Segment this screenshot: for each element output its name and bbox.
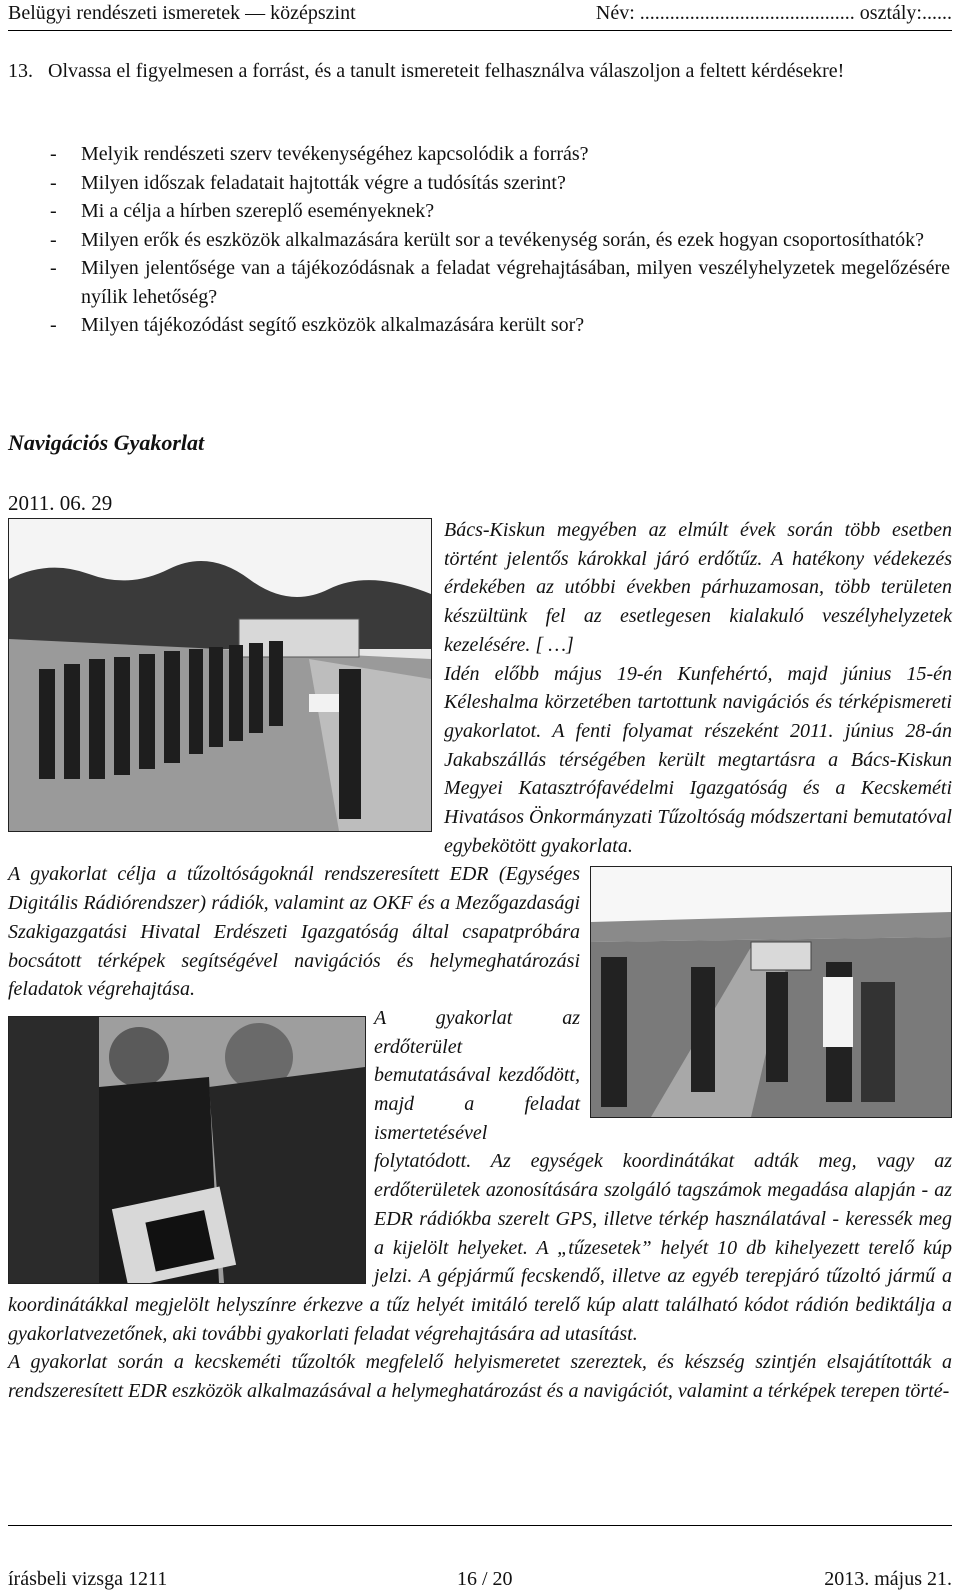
question-item: - Milyen időszak feladatait hajtották végre a tudósítás szerint?	[50, 169, 950, 198]
task-text: Olvassa el figyelmesen a forrást, és a tanult ismereteit felhasználva válaszoljon a feltett kérdésekre!	[48, 60, 845, 82]
article-paragraph-4: A gyakorlat az erdőterület bemutatásával kezdődött, majd a feladat ismertetésével folytatódott. Az egységek koordinátákat adták meg, vagy az erdőterületek azonosítására szolgáló tagszámok megadása alapján - az EDR rádiókba szerelt GPS, illetve térkép használatával - keressék meg a kijelölt helyeket. A „tűzesetek” helyét 10 db kihelyezett terelő kúp jelzi. A gépjármű fecskendő, illetve az egyéb terepjáró tűzoltó jármű a koordinátákkal megjelölt helyszínre érkezve a tűz helyét imitáló terelő kúp alatt található kódot rádión bediktálja a gyakorlatvezetőnek, aki további gyakorlati feladat végrehajtására ad utasítást.	[8, 1006, 952, 1345]
photo-map-reading	[8, 1016, 366, 1284]
footer-date: 2013. május 21.	[824, 1568, 952, 1590]
article-paragraph-2: Idén előbb május 19-én Kunfehértó, majd június 15-én Kéleshalma körzetében tartottunk navigációs és térképismereti gyakorlatot. A fenti folyamat részeként 2011. június 28-án Jakabszállás térségében került megtartásra a Bács-Kiskun Megyei Katasztrófavédelmi Igazgatóság és a Kecskeméti Hivatásos Önkormányzati Tűzoltóság módszertani bemutatóval egybekötött gyakorlata.	[444, 662, 952, 857]
article-date: 2011. 06. 29	[8, 491, 113, 515]
page-header	[8, 0, 952, 30]
article-paragraph-5: A gyakorlat során a kecskeméti tűzoltók megfelelő helyismeretet szereztek, és készség szintjén elsajátították a rendszeresített EDR eszközök alkalmazásával a helymeghatározást és a navigációt, valamint a térképek terepen törté-	[8, 1351, 952, 1403]
question-item: - Milyen tájékozódást segítő eszközök alkalmazására került sor?	[50, 311, 950, 340]
article-title: Navigációs Gyakorlat	[8, 430, 205, 455]
photo-field-meeting	[590, 866, 952, 1118]
question-item: - Melyik rendészeti szerv tevékenységéhez kapcsolódik a forrás?	[50, 140, 950, 169]
article-paragraph-3: A gyakorlat célja a tűzoltóságoknál rendszeresített EDR (Egységes Digitális Rádiórendszer) rádiók, valamint az OKF és a Mezőgazdasági Szakigazgatási Hivatal Erdészeti Igazgatóság által csapatpróbára bocsátott térképek segítségével navigációs és helymeghatározási feladatok végrehajtása.	[8, 863, 580, 1001]
header-name-class: Név: ........................................... osztály:......	[595, 2, 952, 24]
photo-group-briefing	[8, 518, 432, 832]
footer-exam-code: írásbeli vizsga 1211	[8, 1568, 168, 1590]
article-paragraph-1: Bács-Kiskun megyében az elmúlt évek során több esetben történt jelentős károkkal járó erdőtűz. A hatékony védekezés érdekében az utóbbi években párhuzamosan, több területen készültünk fel az esetlegesen kialakuló veszélyhelyzetek kezelésére. [ …]	[444, 519, 952, 656]
header-subject: Belügyi rendészeti ismeretek — középszint	[8, 2, 356, 24]
question-list	[50, 140, 950, 340]
header-divider	[8, 30, 952, 31]
task-instruction	[8, 56, 952, 86]
footer-divider	[8, 1525, 952, 1526]
article-body	[8, 516, 952, 1516]
footer-page-number: 16 / 20	[457, 1568, 513, 1590]
question-item: - Mi a célja a hírben szereplő eseményeknek?	[50, 197, 950, 226]
question-item: - Milyen erők és eszközök alkalmazására került sor a tevékenység során, és ezek hogyan csoportosíthatók?	[50, 226, 950, 255]
question-item: - Milyen jelentősége van a tájékozódásnak a feladat végrehajtásában, milyen veszélyhelyzetek megelőzésére nyílik lehetőség?	[50, 254, 950, 311]
task-number: 13.	[8, 60, 33, 82]
